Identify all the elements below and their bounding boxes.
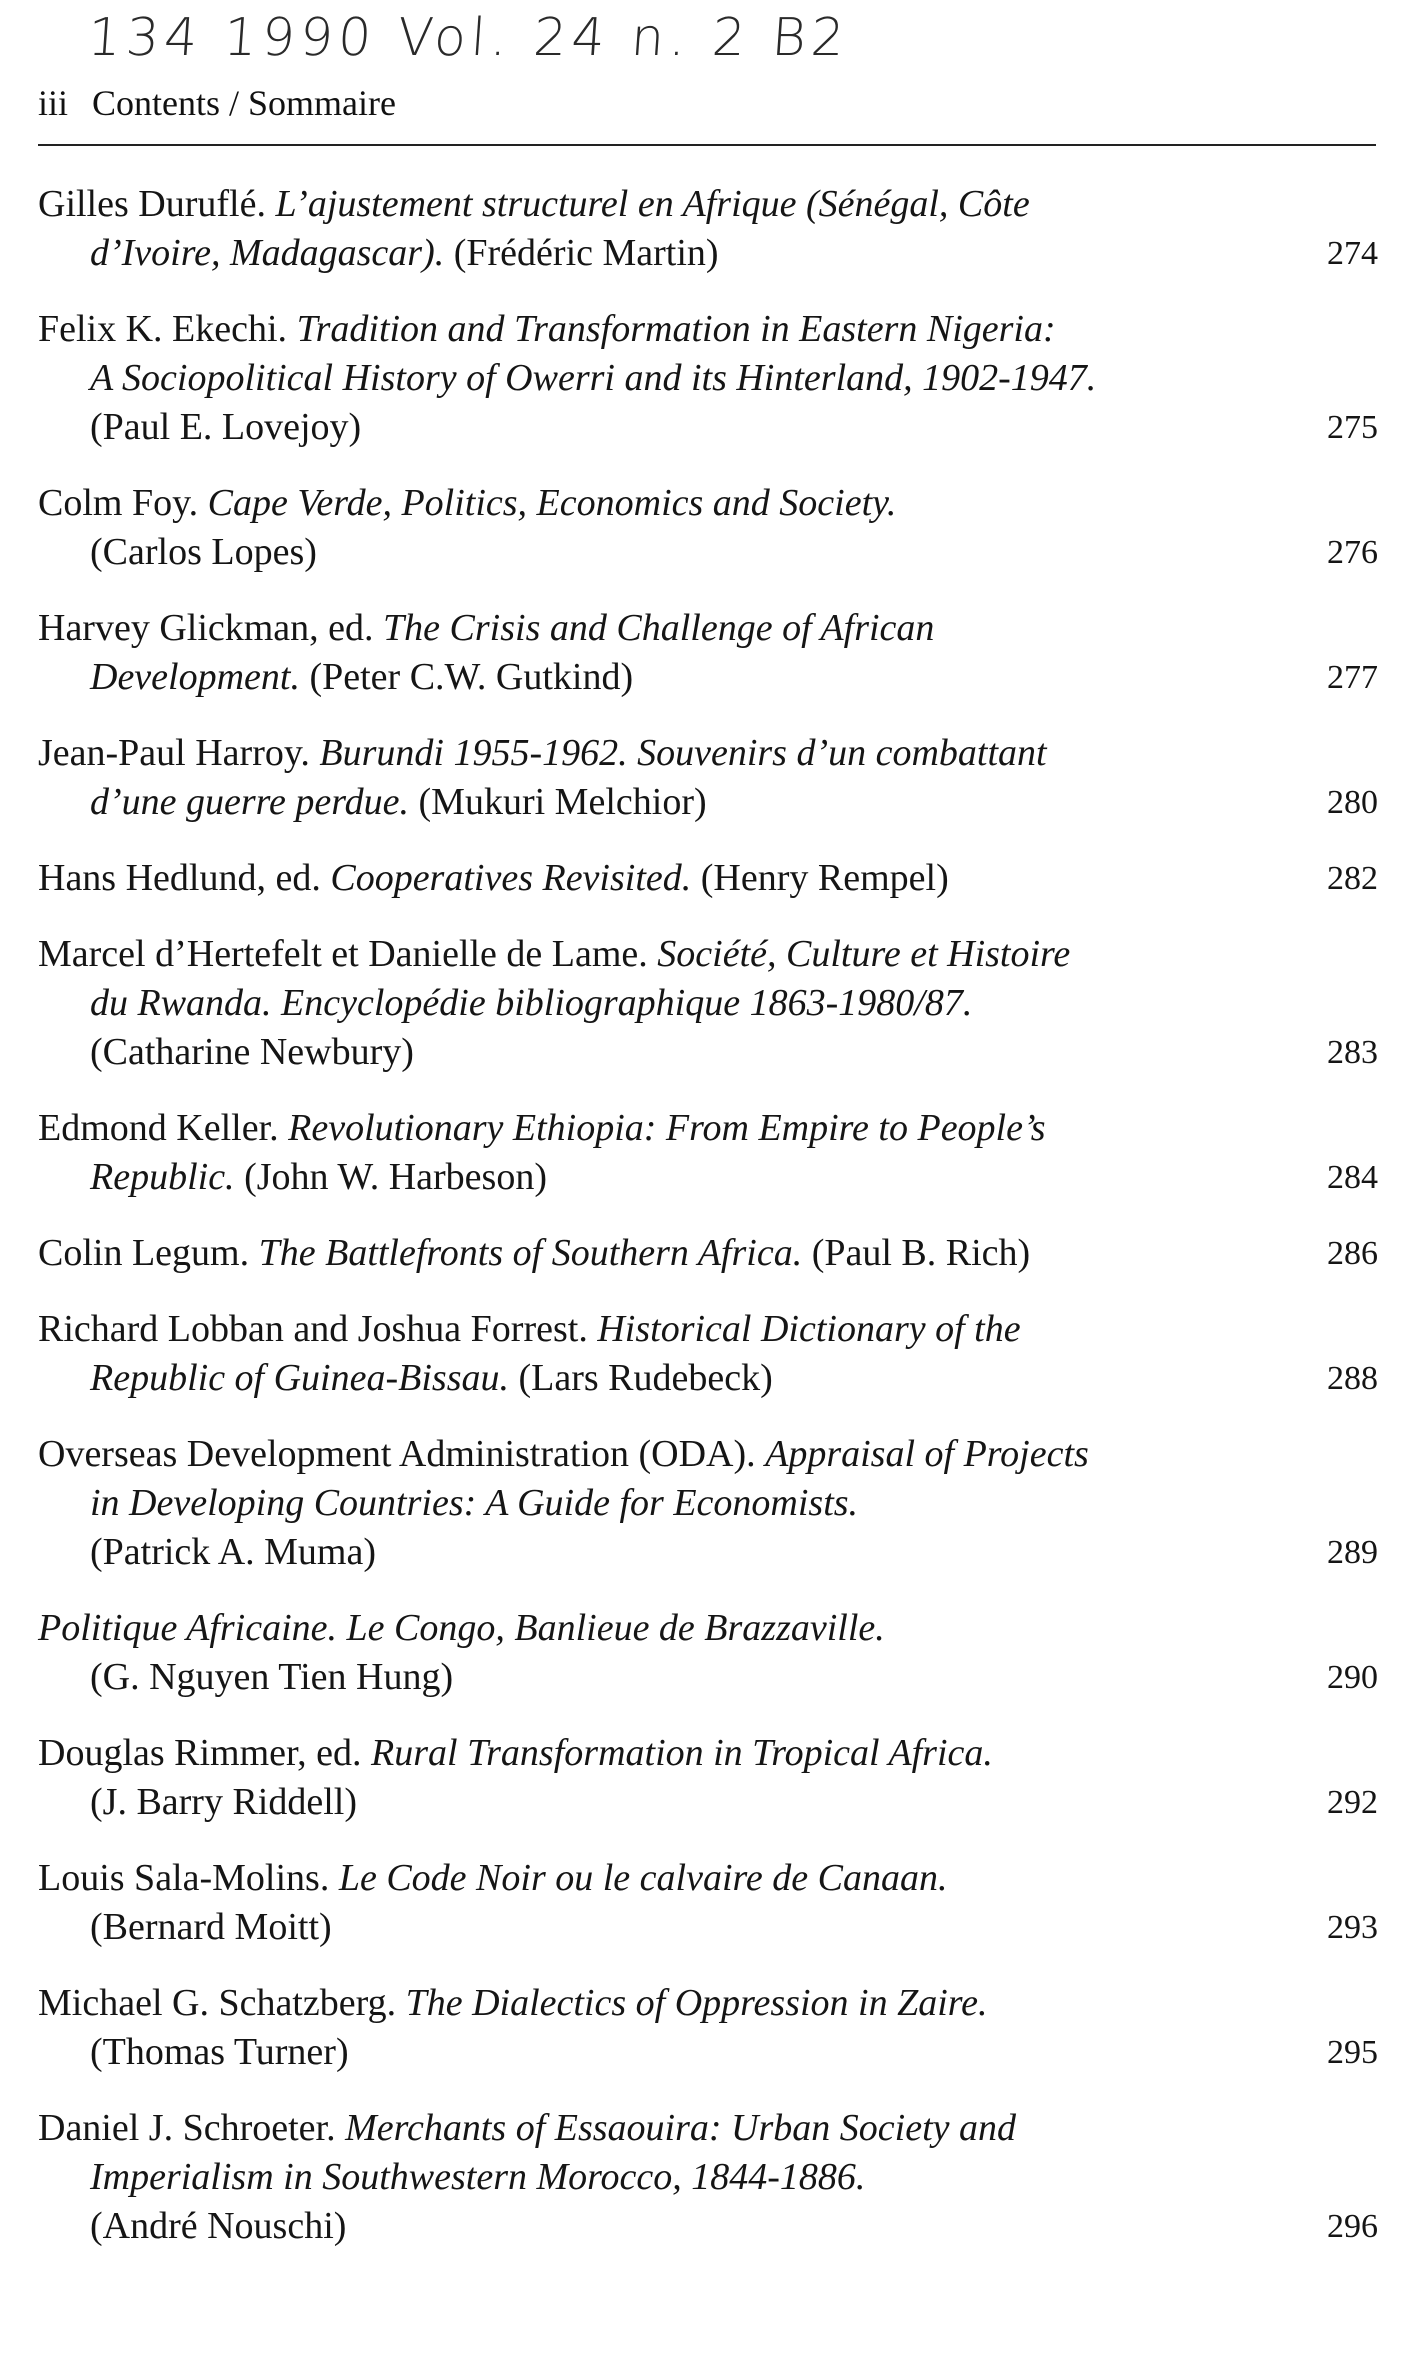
entry-line (38, 229, 1258, 278)
entry-text-segment: (Thomas Turner) (90, 2031, 349, 2073)
contents-entry (38, 1979, 1378, 2077)
entry-text-segment: Michael G. Schatzberg. (38, 1982, 406, 2024)
entry-title-segment: Société, Culture et Histoire (657, 933, 1071, 975)
entry-text-segment: (Peter C.W. Gutkind) (299, 656, 634, 698)
entry-page-number: 283 (1327, 1034, 1378, 1071)
entry-page-number: 289 (1327, 1534, 1378, 1571)
entry-line (38, 180, 1258, 229)
entry-text-segment: Marcel d’Hertefelt et Danielle de Lame. (38, 933, 658, 975)
contents-entry (38, 305, 1378, 452)
entry-page-number: 274 (1327, 235, 1378, 272)
page-title: Contents / Sommaire (92, 83, 396, 123)
entry-title-segment: Burundi 1955-1962. Souvenirs d’un combattant (319, 732, 1047, 774)
entry-title-segment: Cape Verde, Politics, Economics and Society. (207, 482, 897, 524)
entry-text-segment: Daniel J. Schroeter. (38, 2107, 346, 2149)
entry-line (38, 1979, 1258, 2028)
entry-title-segment: d’une guerre perdue. (90, 781, 410, 823)
entry-line (38, 1653, 1258, 1702)
contents-entry (38, 1729, 1378, 1827)
entry-text-segment: (J. Barry Riddell) (90, 1781, 358, 1823)
entry-title-segment: Revolutionary Ethiopia: From Empire to People’s (288, 1107, 1046, 1149)
entry-line (38, 979, 1258, 1028)
entry-line (38, 604, 1258, 653)
entry-text-segment: (Catharine Newbury) (90, 1031, 414, 1073)
entry-title-segment: Cooperatives Revisited. (330, 857, 692, 899)
entry-text-segment: (Lars Rudebeck) (508, 1357, 773, 1399)
entry-text-segment: Overseas Development Administration (ODA). (38, 1433, 766, 1475)
entry-line (38, 1305, 1258, 1354)
entry-line (38, 1430, 1258, 1479)
entry-line (38, 479, 1258, 528)
entry-text-segment: Gilles Duruflé. (38, 183, 276, 225)
entry-title-segment: Imperialism in Southwestern Morocco, 1844-1886. (90, 2156, 866, 2198)
entry-title-segment: Rural Transformation in Tropical Africa. (371, 1732, 993, 1774)
contents-entry (38, 180, 1378, 278)
entry-text-segment: Richard Lobban and Joshua Forrest. (38, 1308, 598, 1350)
entry-text-segment: (Paul B. Rich) (802, 1232, 1031, 1274)
entry-line (38, 1604, 1258, 1653)
entry-line (38, 653, 1258, 702)
entry-text-segment: (André Nouschi) (90, 2205, 347, 2247)
entry-text-segment: (Paul E. Lovejoy) (90, 406, 362, 448)
entry-text-segment: Hans Hedlund, ed. (38, 857, 331, 899)
entry-page-number: 282 (1327, 860, 1378, 897)
entry-page-number: 280 (1327, 784, 1378, 821)
entry-title-segment: The Battlefronts of Southern Africa. (258, 1232, 803, 1274)
entry-title-segment: du Rwanda. Encyclopédie bibliographique 1863-1980/87. (90, 982, 973, 1024)
entry-text-segment: Felix K. Ekechi. (38, 308, 297, 350)
entry-page-number: 277 (1327, 659, 1378, 696)
entry-title-segment: Republic. (90, 1156, 235, 1198)
entry-text-segment: (Patrick A. Muma) (90, 1531, 377, 1573)
contents-entry (38, 479, 1378, 577)
entry-line (38, 1354, 1258, 1403)
contents-entry (38, 2104, 1378, 2251)
entry-text-segment: Edmond Keller. (38, 1107, 289, 1149)
entry-title-segment: Merchants of Essaouira: Urban Society and (345, 2107, 1016, 2149)
entry-title-segment: The Crisis and Challenge of African (383, 607, 935, 649)
page-number: iii (38, 83, 69, 123)
entry-text-segment: (John W. Harbeson) (234, 1156, 547, 1198)
page-header (38, 82, 396, 124)
entry-page-number: 276 (1327, 534, 1378, 571)
contents-list (38, 180, 1378, 2278)
contents-entry (38, 854, 1378, 903)
entry-title-segment: Tradition and Transformation in Eastern Nigeria: (296, 308, 1056, 350)
entry-line (38, 1903, 1258, 1952)
entry-page-number: 292 (1327, 1784, 1378, 1821)
entry-title-segment: Appraisal of Projects (765, 1433, 1089, 1475)
entry-text-segment: (G. Nguyen Tien Hung) (90, 1656, 454, 1698)
entry-title-segment: Historical Dictionary of the (597, 1308, 1021, 1350)
entry-page-number: 293 (1327, 1909, 1378, 1946)
entry-line (38, 2028, 1258, 2077)
entry-line (38, 305, 1258, 354)
entry-line (38, 930, 1258, 979)
entry-line (38, 1729, 1258, 1778)
entry-line (38, 778, 1258, 827)
entry-line (38, 1104, 1258, 1153)
entry-page-number: 275 (1327, 409, 1378, 446)
entry-line (38, 403, 1258, 452)
entry-title-segment: in Developing Countries: A Guide for Economists. (90, 1482, 859, 1524)
contents-entry (38, 1305, 1378, 1403)
entry-page-number: 284 (1327, 1159, 1378, 1196)
contents-entry (38, 1604, 1378, 1702)
entry-page-number: 286 (1327, 1235, 1378, 1272)
entry-text-segment: Louis Sala-Molins. (38, 1857, 339, 1899)
entry-line (38, 1854, 1258, 1903)
entry-title-segment: Development. (90, 656, 300, 698)
entry-text-segment: (Carlos Lopes) (90, 531, 317, 573)
entry-title-segment: Republic of Guinea-Bissau. (90, 1357, 509, 1399)
entry-text-segment: Colin Legum. (38, 1232, 259, 1274)
entry-line (38, 1479, 1258, 1528)
entry-page-number: 296 (1327, 2208, 1378, 2245)
contents-entry (38, 729, 1378, 827)
entry-title-segment: L’ajustement structurel en Afrique (Sénégal, Côte (275, 183, 1030, 225)
entry-title-segment: Politique Africaine. Le Congo, Banlieue de Brazzaville. (38, 1607, 885, 1649)
entry-title-segment: A Sociopolitical History of Owerri and its Hinterland, 1902-1947. (90, 357, 1097, 399)
contents-entry (38, 930, 1378, 1077)
contents-entry (38, 604, 1378, 702)
entry-text-segment: (Bernard Moitt) (90, 1906, 332, 1948)
contents-entry (38, 1229, 1378, 1278)
handwritten-annotation: 134 1990 Vol. 24 n. 2 B2 (85, 8, 852, 68)
contents-entry (38, 1104, 1378, 1202)
contents-entry (38, 1854, 1378, 1952)
entry-line (38, 854, 1258, 903)
entry-page-number: 295 (1327, 2034, 1378, 2071)
entry-text-segment: Jean-Paul Harroy. (38, 732, 320, 774)
entry-title-segment: d’Ivoire, Madagascar). (90, 232, 445, 274)
entry-page-number: 290 (1327, 1659, 1378, 1696)
entry-text-segment: Harvey Glickman, ed. (38, 607, 384, 649)
entry-line (38, 1528, 1258, 1577)
entry-line (38, 528, 1258, 577)
entry-line (38, 1028, 1258, 1077)
entry-line (38, 729, 1258, 778)
header-rule (38, 144, 1376, 146)
entry-text-segment: Colm Foy. (38, 482, 208, 524)
entry-text-segment: Douglas Rimmer, ed. (38, 1732, 372, 1774)
entry-line (38, 1153, 1258, 1202)
entry-line (38, 1778, 1258, 1827)
entry-text-segment: (Henry Rempel) (691, 857, 949, 899)
contents-entry (38, 1430, 1378, 1577)
entry-line (38, 2202, 1258, 2251)
entry-title-segment: Le Code Noir ou le calvaire de Canaan. (338, 1857, 948, 1899)
entry-line (38, 2153, 1258, 2202)
entry-title-segment: The Dialectics of Oppression in Zaire. (405, 1982, 988, 2024)
entry-text-segment: (Mukuri Melchior) (409, 781, 707, 823)
entry-text-segment: (Frédéric Martin) (444, 232, 719, 274)
entry-page-number: 288 (1327, 1360, 1378, 1397)
entry-line (38, 1229, 1258, 1278)
entry-line (38, 354, 1258, 403)
entry-line (38, 2104, 1258, 2153)
